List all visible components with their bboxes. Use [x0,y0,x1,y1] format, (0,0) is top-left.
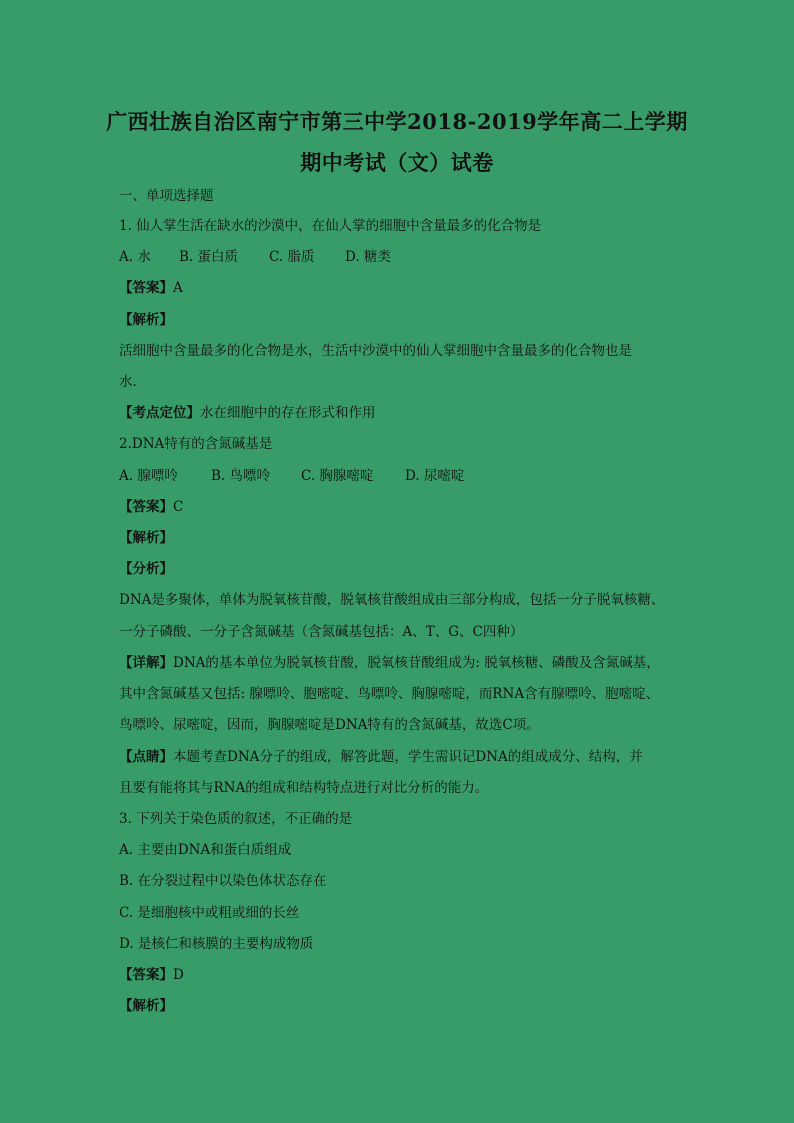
q3-answer [119,966,184,984]
q3-option-c: C. 是细胞核中或粗或细的长丝 [119,905,300,921]
q1-answer-value: A [173,280,183,296]
q3-answer-value: D [173,967,184,983]
q2-fenxi-tag: 【分析】 [119,561,173,577]
q2-detail-text: DNA的基本单位为脱氧核苷酸，脱氧核苷酸组成为: 脱氧核糖、磷酸及含氮碱基， [173,655,660,671]
document-title-line1: 广西壮族自治区南宁市第三中学2018-2019学年高二上学期 [106,109,688,134]
q2-detail-line2: 其中含氮碱基又包括: 腺嘌呤、胞嘧啶、鸟嘌呤、胸腺嘧啶，而RNA含有腺嘌呤、胞嘧啶、 [119,686,660,702]
q2-stem: 2.DNA特有的含氮碱基是 [119,436,273,452]
q2-comment-line1 [119,748,643,766]
q2-analysis-tag: 【解析】 [119,530,173,546]
q2-answer-tag: 【答案】 [119,499,173,515]
q3-stem: 3. 下列关于染色质的叙述，不正确的是 [119,811,353,827]
q1-analysis-line1: 活细胞中含量最多的化合物是水，生活中沙漠中的仙人掌细胞中含量最多的化合物也是 [119,343,632,359]
q1-point [119,404,376,422]
q2-comment-text: 本题考查DNA分子的组成，解答此题，学生需识记DNA的组成成分、结构，并 [173,749,643,765]
q2-fenxi-line2: 一分子磷酸、一分子含氮碱基（含氮碱基包括：A、T、G、C四种） [119,624,524,640]
q1-analysis-tag: 【解析】 [119,312,173,328]
q1-analysis-line2: 水． [119,374,146,390]
q2-detail-line1 [119,654,660,672]
q2-detail-tag: 【详解】 [119,655,173,671]
q2-answer [119,498,183,516]
q2-option-d: D. 尿嘧啶 [405,468,465,484]
q1-option-c: C. 脂质 [269,249,315,265]
q3-answer-tag: 【答案】 [119,967,173,983]
q1-options [119,248,391,266]
q2-option-b: B. 鸟嘌呤 [211,468,271,484]
q2-option-a: A. 腺嘌呤 [119,468,178,484]
q1-point-text: 水在细胞中的存在形式和作用 [200,405,376,421]
q2-options [119,467,464,485]
q3-option-b: B. 在分裂过程中以染色体状态存在 [119,873,327,889]
q3-analysis-tag: 【解析】 [119,998,173,1014]
section-heading: 一、单项选择题 [119,188,214,204]
q3-option-a: A. 主要由DNA和蛋白质组成 [119,842,292,858]
document-title-line2: 期中考试（文）试卷 [300,150,494,175]
q1-stem: 1. 仙人掌生活在缺水的沙漠中，在仙人掌的细胞中含量最多的化合物是 [119,218,542,234]
q2-comment-line2: 且要有能将其与RNA的组成和结构特点进行对比分析的能力。 [119,780,489,796]
q1-option-a: A. 水 [119,249,151,265]
q2-answer-value: C [173,499,184,515]
q3-option-d: D. 是核仁和核膜的主要构成物质 [119,936,314,952]
q2-option-c: C. 胸腺嘧啶 [301,468,374,484]
q2-detail-line3: 鸟嘌呤、尿嘧啶，因而，胸腺嘧啶是DNA特有的含氮碱基，故选C项。 [119,717,540,733]
q2-fenxi-line1: DNA是多聚体，单体为脱氧核苷酸，脱氧核苷酸组成由三部分构成，包括一分子脱氧核糖、 [119,592,665,608]
q2-comment-tag: 【点睛】 [119,749,173,765]
q1-option-b: B. 蛋白质 [179,249,239,265]
q1-answer-tag: 【答案】 [119,280,173,296]
q1-answer [119,279,183,297]
q1-point-tag: 【考点定位】 [119,405,200,421]
q1-option-d: D. 糖类 [345,249,391,265]
